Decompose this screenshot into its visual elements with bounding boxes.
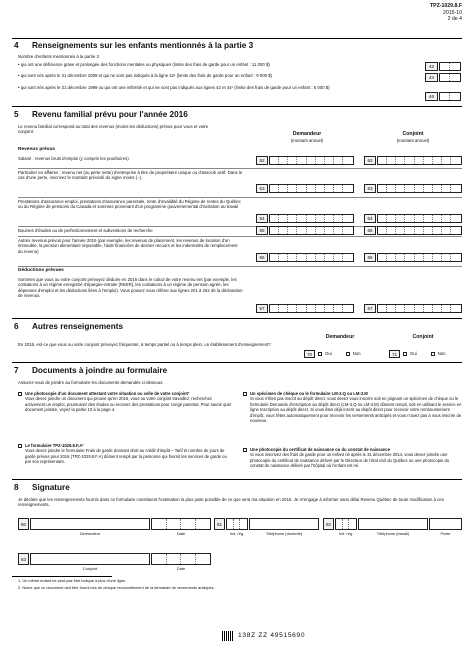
line-67-number: 67	[364, 304, 376, 313]
caption-work-phone: Téléphone (travail)	[376, 531, 410, 536]
line-42-input[interactable]	[439, 62, 461, 71]
s6-col-demandeur: Demandeur	[325, 334, 355, 340]
line-81-number: 81	[214, 518, 225, 530]
caption-home-phone: Téléphone (domicile)	[265, 531, 303, 536]
row-divider	[18, 168, 462, 169]
income-row-benefits: Prestations d'assurance emploi, prestations d'assurance parentale, rente d'invalidité du Régime de rentes du Québec ou du Régime de pensions du Canada et sommes provenant d'un programme gouvernemental d'incitation au travail	[18, 199, 241, 210]
signature-declaration: Je déclare que les renseignements fournis dans ce formulaire constituent l'estimation la plus juste possible de ce que sera ma situation en 2016. Je m'engage à informer sans délai Revenu Québec de toute modification à ces renseignements.	[18, 497, 444, 508]
doc-cheque-checkbox[interactable]	[243, 392, 247, 396]
section-number: 7	[14, 366, 19, 375]
line-82-number: 82	[323, 518, 334, 530]
line-80-number: 80	[18, 518, 29, 530]
doc-tpz-checkbox[interactable]	[18, 444, 22, 448]
line-70-number: 70	[304, 350, 315, 358]
s4-row-46: • qui sont nés après le 31 décembre 1999 ou qui ont une infirmité et qui ne sont pas indiqués aux lignes 42 et 44¹ (limite des frais de garde pour un enfant : 5 000 $)	[18, 85, 330, 90]
s4-row-42: • qui ont une déficience grave et prolongée des fonctions mentales ou physiques (limite des frais de garde pour un enfant : 11 000 $)	[18, 62, 270, 67]
caption-date: Date	[176, 566, 186, 571]
line-52-number: 52	[256, 156, 268, 165]
spouse-signature-field[interactable]	[30, 553, 150, 565]
section-title: Renseignements sur les enfants mentionnés à la partie 3	[32, 41, 254, 50]
caption-demandeur: Demandeur	[79, 531, 101, 536]
section-number: 5	[14, 110, 19, 119]
non-label: Non	[352, 351, 361, 356]
row-divider	[18, 236, 462, 237]
line-62-number: 62	[364, 156, 376, 165]
row-divider	[18, 197, 462, 198]
section-title: Autres renseignements	[32, 322, 124, 331]
line-70-options	[318, 351, 361, 356]
col-demandeur-heading: Demandeur (montant annuel)	[290, 131, 324, 143]
spouse-date-field[interactable]	[151, 553, 211, 565]
footnote-1: 1. Un même enfant ne peut pas être indiqué à plus d'une ligne.	[18, 578, 127, 583]
caption-conjoint: Conjoint	[82, 566, 98, 571]
work-extension-field[interactable]	[429, 518, 462, 530]
line-57-number: 57	[256, 304, 268, 313]
doc-item-tpz-form: Le formulaire TPZ-1029.8.F.A² Vous devez joindre le formulaire Frais de garde donnant droit au crédit d'impôt – Tarif et nombre de jours de garde prévus pour 2016 (TPZ-1029.8.F.A) dûment rempli par la personne qui fournit les services de garde ou par son représentant.	[18, 443, 233, 465]
line-54-input[interactable]	[269, 214, 354, 223]
applicant-date-field[interactable]	[151, 518, 211, 530]
oui-label: Oui	[410, 351, 417, 356]
caption-extension: Poste	[440, 531, 451, 536]
s7-intro: Assurez-vous de joindre au formulaire les documents demandés ci-dessous.	[18, 380, 164, 385]
section-title: Signature	[32, 483, 70, 492]
line-63-input[interactable]	[377, 184, 462, 193]
caption-area-code: Ind. rég.	[229, 531, 245, 536]
doc-item-situation: Une photocopie d'un document attestant votre situation ou celle de votre conjoint² Vous devez joindre un document qui prouve qu'en 2016, vous ou votre conjoint travaillez, recherchez activement un emploi, poursuivez des études ou recevez des prestations pour congé parental. Pour savoir quel document joindre, voyez la partie 10 à la page 4.	[18, 391, 233, 413]
income-row-other: Autres revenus prévus pour l'année 2016 (par exemple, les revenus de placement, les revenus de location d'un immeuble, la pension alimentaire imposable, l'aide financière de dernier recours et les indemnités de remplacement du revenu)	[18, 238, 238, 254]
section-title: Revenu familial prévu pour l'année 2016	[32, 110, 188, 119]
form-version: 2015-10	[442, 9, 462, 16]
line-42-number: 42	[425, 62, 438, 71]
line-71-number: 71	[389, 350, 400, 358]
line-46-input[interactable]	[439, 92, 461, 101]
barcode-icon	[222, 631, 234, 641]
divider	[12, 479, 462, 480]
line-53-number: 53	[256, 184, 268, 193]
section-number: 4	[14, 41, 19, 50]
line-83-number: 83	[18, 553, 29, 565]
work-phone-field[interactable]	[358, 518, 428, 530]
barcode-number: 138Z ZZ 49515690	[238, 632, 306, 639]
s6-question: En 2016, est-ce que vous ou votre conjoint prévoyez fréquenter, à temps partiel ou à temps plein, un établissement d'enseignement?	[18, 342, 271, 347]
revenus-prevus-title: Revenus prévus	[18, 147, 56, 152]
divider	[12, 318, 462, 319]
line-44-input[interactable]	[439, 73, 461, 82]
oui-label: Oui	[325, 351, 332, 356]
income-row-business: Particulier en affaires : revenu net (ou perte nette) d'entreprise à titre de propriétaire unique ou d'associé actif. Dans le cas d'une perte, inscrivez le montant précédé du signe moins (−).	[18, 170, 243, 181]
applicant-signature-field[interactable]	[30, 518, 150, 530]
doc-birth-checkbox[interactable]	[243, 448, 247, 452]
form-id: TPZ-1029.8.F	[429, 3, 462, 9]
line-71-options	[403, 351, 446, 356]
income-row-scholarships: Bourses d'études ou de perfectionnement et subventions de recherche	[18, 228, 153, 233]
col-conjoint-heading: Conjoint (montant annuel)	[396, 131, 430, 143]
page-number: 2 de 4	[447, 16, 462, 22]
line-65-number: 65	[364, 226, 376, 235]
footnote-2: 2. Notez que ce document doit être fourni lors de chaque renouvellement de la demande de versements anticipés.	[18, 585, 215, 590]
home-area-code-field[interactable]	[226, 518, 248, 530]
line-54-number: 54	[256, 214, 268, 223]
s4-intro: Nombre d'enfants mentionnés à la partie 3	[18, 54, 99, 59]
line-64-number: 64	[364, 214, 376, 223]
footnote-divider	[12, 576, 112, 577]
row-divider	[18, 266, 462, 267]
line-67-input[interactable]	[377, 304, 462, 313]
form-identifier	[430, 3, 462, 23]
line-70-non-checkbox[interactable]	[346, 352, 350, 356]
doc-item-birth-certificate: Une photocopie du certificat de naissance ou du constat de naissance Si vous inscrivez des frais de garde pour un enfant né après le 31 décembre 2014, vous devez joindre une photocopie du certificat de naissance délivré par le Directeur de l'état civil du Québec ou une photocopie du constat de naissance délivré par l'hôpital où l'enfant est né.	[243, 447, 462, 469]
section-title: Documents à joindre au formulaire	[32, 366, 168, 375]
line-44-number: 44	[425, 73, 438, 82]
line-64-input[interactable]	[377, 214, 462, 223]
line-63-number: 63	[364, 184, 376, 193]
deductions-row: Sommes que vous ou votre conjoint prévoyez déduire en 2016 dans le calcul de votre revenu net (par exemple, les cotisations à un régime enregistré d'épargne-retraite [REER], les cotisations à un régime de pension agréé, les dépenses d'emploi et les déductions liées à l'emploi). Vous pouvez vous référer aux lignes 201 à 252 de la déclaration de revenus.	[18, 277, 243, 299]
section-number: 8	[14, 483, 19, 492]
line-71-non-checkbox[interactable]	[431, 352, 435, 356]
line-53-input[interactable]	[269, 184, 354, 193]
line-71-oui-checkbox[interactable]	[403, 352, 407, 356]
s6-col-conjoint: Conjoint	[412, 334, 434, 340]
section-4-heading	[14, 41, 253, 51]
doc-item-cheque: Un spécimen de chèque ou le formulaire LM-3.Q ou LM-3.M Si vous n'êtes pas inscrit au dépôt direct, vous devez vous inscrire soit en joignant un spécimen de chèque ou le formulaire Demande d'inscription au dépôt direct (LM-3.Q ou LM-3.M) dûment rempli, soit en utilisant le service en ligne Inscription au dépôt direct. Si vous êtes déjà inscrit au dépôt direct pour recevoir votre remboursement d'impôt, vous l'êtes automatiquement pour recevoir les versements anticipés et vous n'avez pas à vous inscrire de nouveau.	[243, 391, 462, 423]
line-55-number: 55	[256, 226, 268, 235]
caption-date: Date	[176, 531, 186, 536]
line-56-input[interactable]	[269, 253, 354, 262]
section-number: 6	[14, 322, 19, 331]
line-70-oui-checkbox[interactable]	[318, 352, 322, 356]
line-62-input[interactable]	[377, 156, 462, 165]
section-8-heading	[14, 483, 70, 493]
doc-situation-checkbox[interactable]	[18, 392, 22, 396]
income-row-salary: Salarié : revenus bruts d'emploi (y compris les pourboires)	[18, 156, 129, 161]
s4-row-44: • qui sont nés après le 31 décembre 2009 et qui ne sont pas indiqués à la ligne 42¹ (limite des frais de garde pour un enfant : 9 000 $)	[18, 73, 272, 78]
line-55-input[interactable]	[269, 226, 354, 235]
divider	[12, 362, 462, 363]
section-6-heading	[14, 322, 123, 332]
home-phone-field[interactable]	[249, 518, 319, 530]
s5-intro: Le revenu familial correspond au total des revenus (moins les déductions) prévus pour vous et votre conjoint.	[18, 124, 209, 135]
caption-area-code: Ind. rég.	[338, 531, 354, 536]
work-area-code-field[interactable]	[335, 518, 357, 530]
deductions-title: Déductions prévues	[18, 268, 64, 273]
section-5-heading	[14, 110, 188, 120]
line-56-number: 56	[256, 253, 268, 262]
line-66-input[interactable]	[377, 253, 462, 262]
line-52-input[interactable]	[269, 156, 354, 165]
line-66-number: 66	[364, 253, 376, 262]
line-65-input[interactable]	[377, 226, 462, 235]
divider	[12, 38, 462, 39]
line-46-number: 46	[425, 92, 438, 101]
non-label: Non	[437, 351, 446, 356]
line-57-input[interactable]	[269, 304, 354, 313]
divider	[12, 106, 462, 107]
section-7-heading	[14, 366, 167, 376]
